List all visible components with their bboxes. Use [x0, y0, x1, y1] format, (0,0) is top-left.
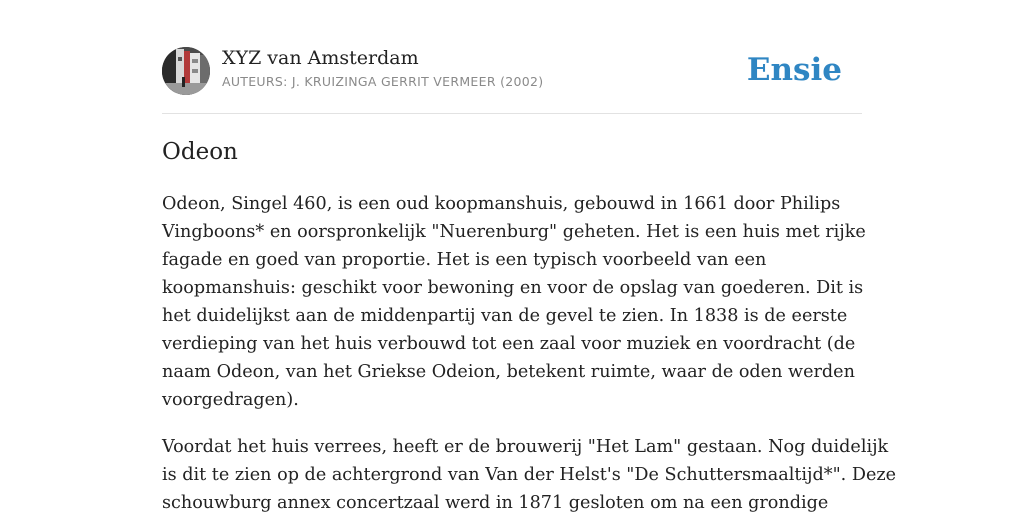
- text-line: koopmanshuis: geschikt voor bewoning en voor de opslag van goederen. Dit is: [162, 278, 864, 298]
- street-photo-icon: [162, 47, 210, 95]
- article-paragraph-2: [162, 433, 897, 512]
- text-line: Odeon, Singel 460, is een oud koopmanshuis, gebouwd in 1661 door Philips: [162, 194, 841, 214]
- ensie-logo[interactable]: Ensie: [746, 52, 842, 88]
- article-title: Odeon: [162, 139, 238, 165]
- book-title[interactable]: XYZ van Amsterdam: [222, 47, 419, 69]
- book-cover-avatar[interactable]: [162, 47, 210, 95]
- text-line: verdieping van het huis verbouwd tot een zaal voor muziek en voordracht (de: [162, 334, 856, 354]
- text-line: naam Odeon, van het Griekse Odeion, betekent ruimte, waar de oden werden: [162, 362, 855, 382]
- header-divider: [162, 113, 862, 114]
- text-line: Voordat het huis verrees, heeft er de brouwerij "Het Lam" gestaan. Nog duidelijk: [162, 437, 889, 457]
- book-authors: AUTEURS: J. KRUIZINGA GERRIT VERMEER (2002): [222, 74, 544, 89]
- text-line: het duidelijkst aan de middenpartij van de gevel te zien. In 1838 is de eerste: [162, 306, 848, 326]
- text-line: is dit te zien op de achtergrond van Van der Helst's "De Schuttersmaaltijd*". Deze: [162, 465, 897, 485]
- article-paragraph-1: [162, 190, 866, 414]
- article-body: [162, 190, 897, 512]
- book-header: [162, 46, 862, 96]
- text-line: Vingboons* en oorspronkelijk "Nuerenburg" geheten. Het is een huis met rijke: [162, 222, 866, 242]
- text-line: schouwburg annex concertzaal werd in 1871 gesloten om na een grondige: [162, 493, 829, 512]
- text-line: voorgedragen).: [162, 390, 299, 410]
- text-line: fagade en goed van proportie. Het is een typisch voorbeeld van een: [162, 250, 767, 270]
